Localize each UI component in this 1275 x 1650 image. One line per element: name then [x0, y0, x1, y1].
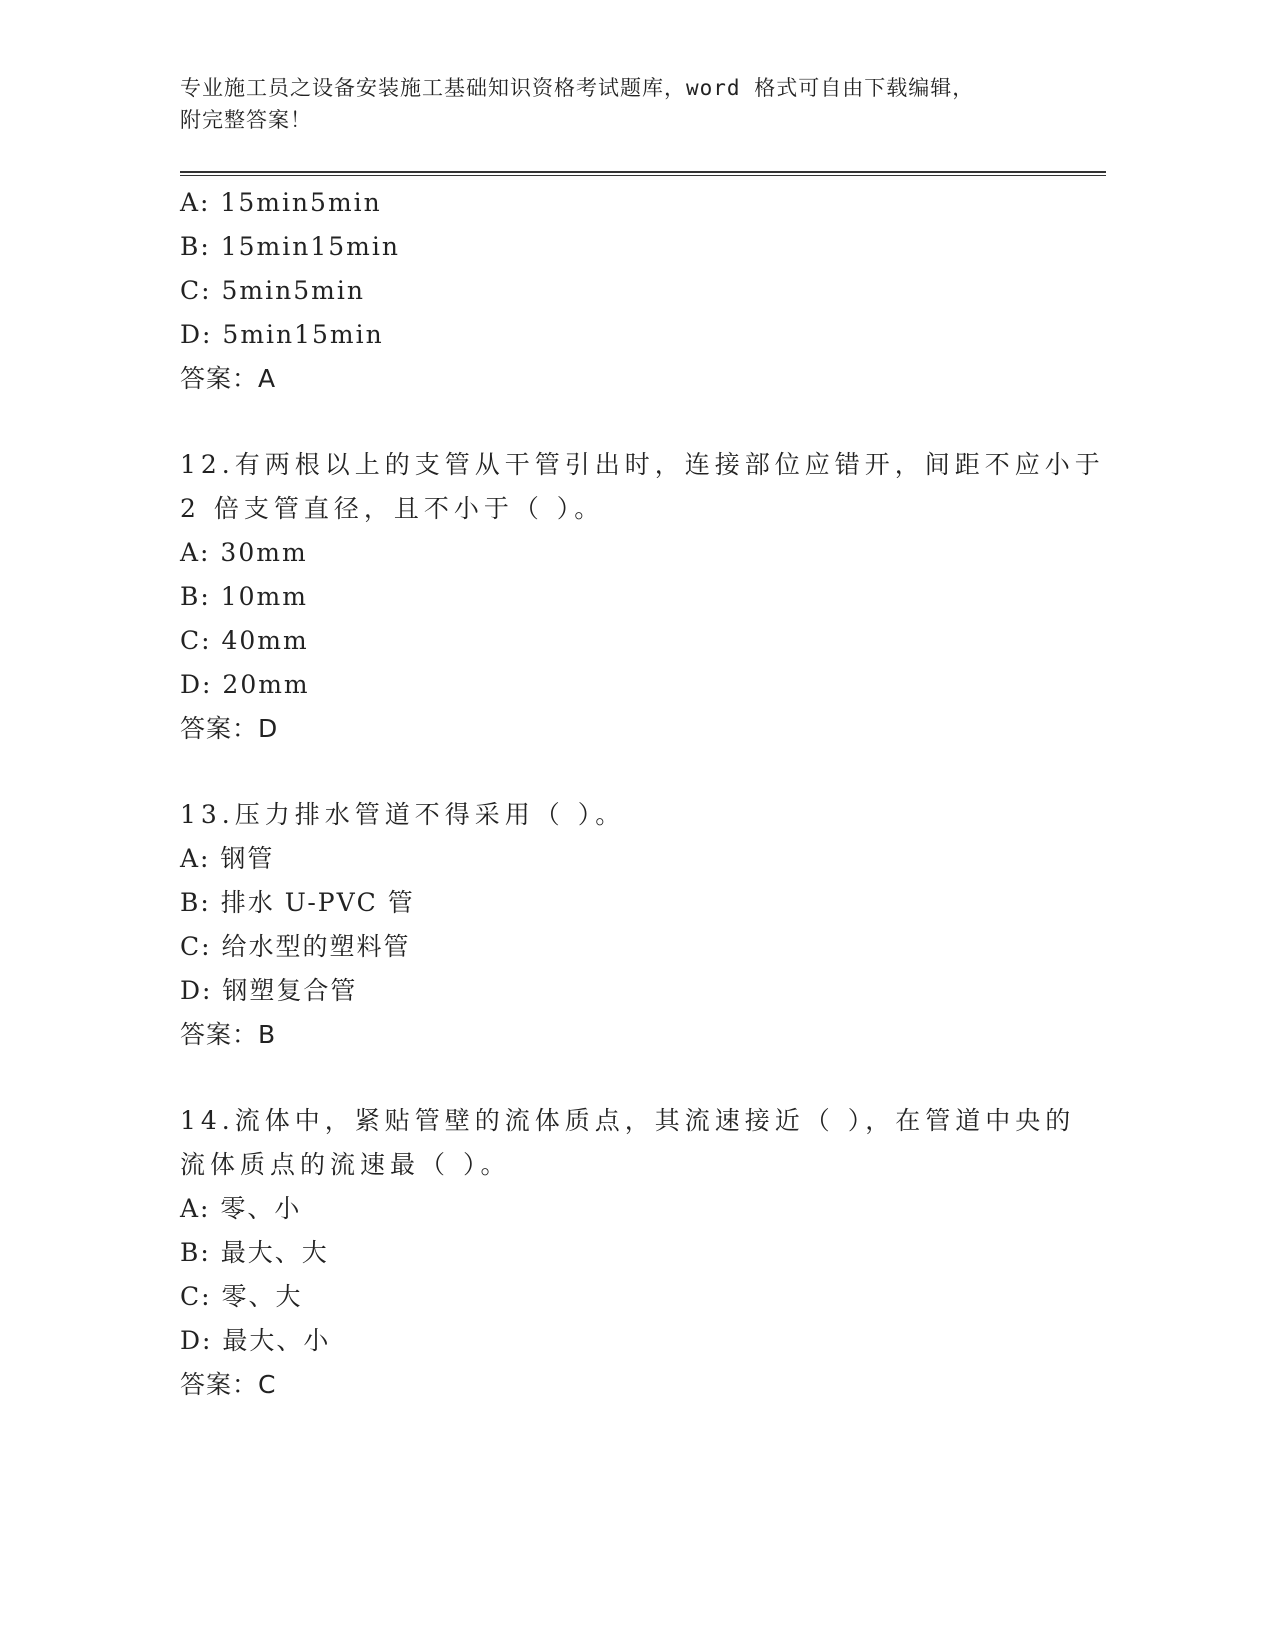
question-13 [180, 793, 1080, 1057]
option-d: D: 最大、小 [180, 1326, 331, 1355]
option-a: A: 15min5min [180, 188, 382, 217]
header-divider-thin [180, 175, 1106, 176]
question-14 [180, 1099, 1080, 1407]
option-c: C: 40mm [180, 626, 309, 655]
option-b: B: 10mm [180, 582, 308, 611]
option-a: A: 钢管 [180, 844, 275, 873]
question-list [180, 181, 1105, 1407]
option-d: D: 20mm [180, 670, 310, 699]
option-a: A: 30mm [180, 538, 308, 567]
question-stem-line-1: 14.流体中，紧贴管壁的流体质点，其流速接近（ ），在管道中央的 [180, 1106, 1076, 1135]
answer: 答案：D [180, 714, 279, 743]
option-d: D: 5min15min [180, 320, 384, 349]
option-c: C: 5min5min [180, 276, 365, 305]
header-divider-thick [180, 171, 1106, 173]
option-a: A: 零、小 [180, 1194, 302, 1223]
option-c: C: 给水型的塑料管 [180, 932, 411, 961]
answer: 答案：B [180, 1020, 277, 1049]
question-stem-line-1: 12.有两根以上的支管从干管引出时，连接部位应错开，间距不应小于 [180, 450, 1105, 479]
option-d: D: 钢塑复合管 [180, 976, 358, 1005]
option-b: B: 排水 U-PVC 管 [180, 888, 415, 917]
header-line-2: 附完整答案！ [180, 108, 312, 132]
option-b: B: 最大、大 [180, 1238, 329, 1267]
question-stem-line-1: 13.压力排水管道不得采用（ ）。 [180, 800, 626, 829]
question-stem-line-2: 2 倍支管直径，且不小于（ ）。 [180, 494, 605, 523]
question-11 [180, 181, 1080, 401]
option-c: C: 零、大 [180, 1282, 303, 1311]
header-line-1: 专业施工员之设备安装施工基础知识资格考试题库，word 格式可自由下载编辑， [180, 76, 975, 100]
answer: 答案：A [180, 364, 277, 393]
answer: 答案：C [180, 1370, 277, 1399]
question-12 [180, 443, 1105, 751]
document-header [180, 72, 1040, 136]
question-stem-line-2: 流体质点的流速最（ ）。 [180, 1150, 511, 1179]
option-b: B: 15min15min [180, 232, 400, 261]
